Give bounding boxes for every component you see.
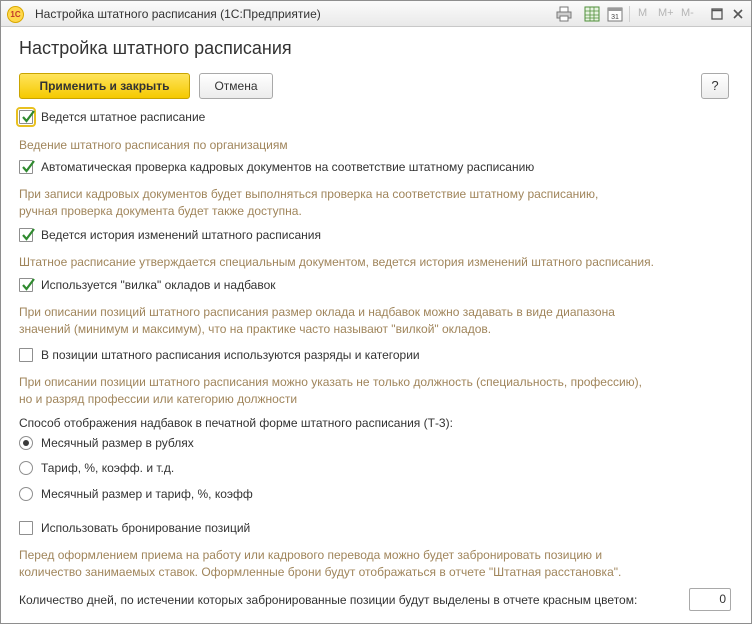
staffing-enabled-checkbox[interactable] xyxy=(19,110,33,124)
help-button[interactable]: ? xyxy=(701,73,729,99)
checkmark-icon xyxy=(20,277,36,293)
toolbar-separator xyxy=(629,6,630,22)
app-logo-icon: 1С xyxy=(7,6,24,23)
radio-monthly-rubles-label: Месячный размер в рублях xyxy=(41,436,194,450)
auto-check-hint xyxy=(19,186,598,220)
hint-line: ручная проверка документа будет также доступна. xyxy=(19,204,302,218)
radio-selected-dot xyxy=(23,440,29,446)
grades-label: В позиции штатного расписания используются разряды и категории xyxy=(41,348,420,362)
hint-line: количество занимаемых ставок. Оформленные брони будут отображаться в отчете "Штатная расстановка". xyxy=(19,565,622,579)
window-titlebar xyxy=(1,1,751,27)
hint-line: значений (минимум и максимум), что на практике часто называют "вилкой" окладов. xyxy=(19,322,492,336)
hint-line: При описании позиции штатного расписания можно указать не только должность (специальность, профессию), xyxy=(19,375,642,389)
salary-range-label: Используется "вилка" окладов и надбавок xyxy=(41,278,276,292)
form-title: Настройка штатного расписания xyxy=(19,38,292,58)
radio-monthly-rubles[interactable] xyxy=(19,436,33,450)
auto-check-checkbox[interactable] xyxy=(19,160,33,174)
reservation-hint xyxy=(19,547,621,581)
reservation-label: Использовать бронирование позиций xyxy=(41,521,251,535)
hint-line: но и разряд профессии или категорию должности xyxy=(19,392,298,406)
reservation-days-input[interactable]: 0 xyxy=(689,588,731,611)
hint-line: При записи кадровых документов будет выполняться проверка на соответствие штатному расписанию, xyxy=(19,187,599,201)
checkmark-icon xyxy=(20,109,36,125)
radio-monthly-and-tariff-label: Месячный размер и тариф, %, коэфф xyxy=(41,487,253,501)
svg-text:31: 31 xyxy=(611,14,619,21)
reservation-days-label: Количество дней, по истечении которых забронированные позиции будут выделены в отчете красным цветом: xyxy=(19,593,638,607)
memory-minus-button[interactable]: M- xyxy=(681,7,694,19)
staffing-enabled-label: Ведется штатное расписание xyxy=(41,110,206,124)
print-icon[interactable] xyxy=(556,6,572,22)
hint-line: Ведение штатного расписания по организациям xyxy=(19,138,288,152)
history-hint xyxy=(19,254,654,271)
staffing-enabled-hint xyxy=(19,137,288,154)
cancel-button[interactable]: Отмена xyxy=(199,73,273,99)
checkmark-icon xyxy=(20,227,36,243)
calendar-icon[interactable] xyxy=(607,6,623,22)
auto-check-label: Автоматическая проверка кадровых документов на соответствие штатному расписанию xyxy=(41,160,535,174)
memory-plus-button[interactable]: M+ xyxy=(658,7,674,19)
checkmark-icon xyxy=(20,159,36,175)
close-icon[interactable] xyxy=(730,6,746,22)
window-title: Настройка штатного расписания (1С:Предприятие) xyxy=(35,7,321,21)
salary-range-hint xyxy=(19,304,615,338)
memory-m-button[interactable]: M xyxy=(638,7,648,19)
hint-line: Перед оформлением приема на работу или кадрового перевода можно будет забронировать позицию и xyxy=(19,548,603,562)
apply-and-close-button[interactable]: Применить и закрыть xyxy=(19,73,190,99)
radio-tariff[interactable] xyxy=(19,461,33,475)
spreadsheet-icon[interactable] xyxy=(584,6,600,22)
hint-line: Штатное расписание утверждается специальным документом, ведется история изменений штатного расписания. xyxy=(19,255,654,269)
history-checkbox[interactable] xyxy=(19,228,33,242)
grades-hint xyxy=(19,374,642,408)
radio-tariff-label: Тариф, %, коэфф. и т.д. xyxy=(41,461,175,475)
hint-line: При описании позиций штатного расписания размер оклада и надбавок можно задавать в виде диапазона xyxy=(19,305,615,319)
allowances-display-label: Способ отображения надбавок в печатной форме штатного расписания (Т-3): xyxy=(19,416,453,430)
salary-range-checkbox[interactable] xyxy=(19,278,33,292)
reservation-checkbox[interactable] xyxy=(19,521,33,535)
history-label: Ведется история изменений штатного расписания xyxy=(41,228,321,242)
grades-checkbox[interactable] xyxy=(19,348,33,362)
radio-monthly-and-tariff[interactable] xyxy=(19,487,33,501)
maximize-icon[interactable] xyxy=(709,6,725,22)
